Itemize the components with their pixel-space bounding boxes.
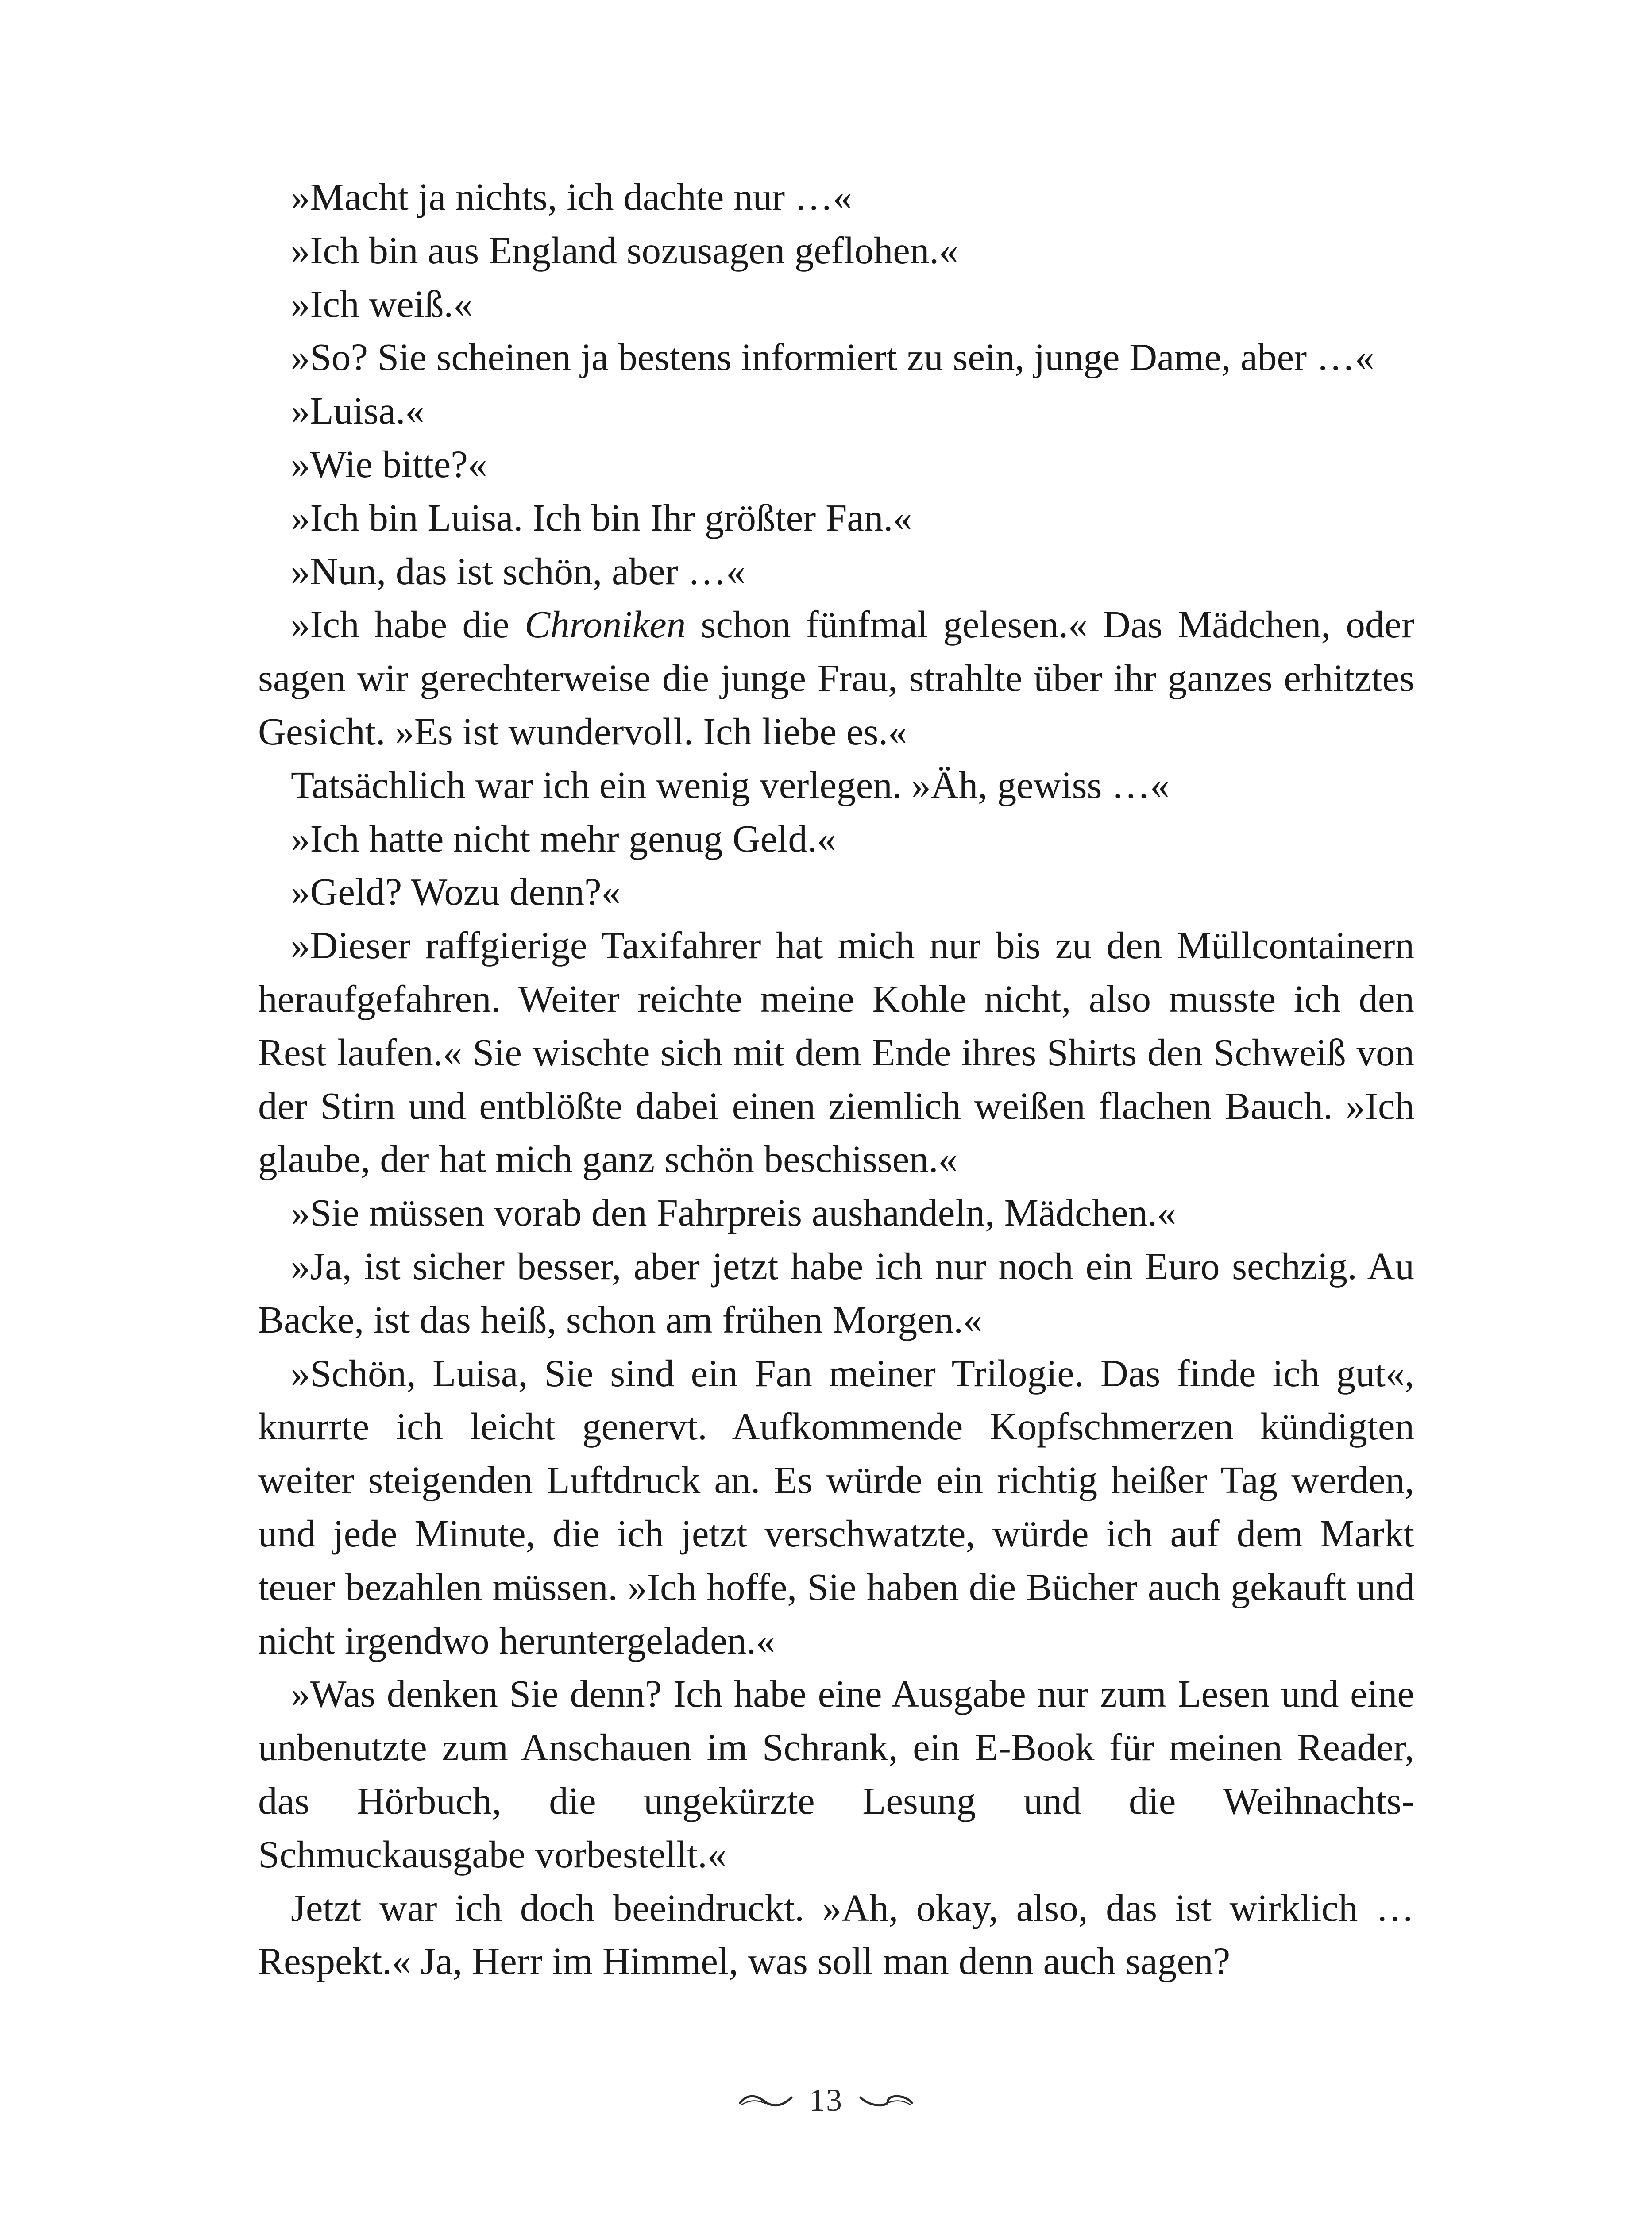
paragraph — [258, 1240, 1414, 1347]
text-run: »So? Sie scheinen ja bestens informiert zu sein, junge Dame, aber …« — [291, 335, 1374, 379]
page-number: 13 — [809, 2082, 843, 2118]
text-run: Tatsächlich war ich ein wenig verlegen. »Äh, gewiss …« — [291, 763, 1170, 806]
paragraph — [258, 759, 1414, 812]
paragraph — [258, 545, 1414, 598]
text-run: »Wie bitte?« — [291, 442, 487, 486]
text-run: »Ich habe die — [291, 603, 525, 646]
paragraph — [258, 491, 1414, 545]
paragraph — [258, 1186, 1414, 1240]
paragraph — [258, 170, 1414, 224]
text-run: »Was denken Sie denn? Ich habe eine Ausgabe nur zum Lesen und eine unbenutzte zum Anschauen im Schrank, ein E-Book für meinen Reader, das Hörbuch, die ungekürzte Lesung und die Weihnachts-Schmuckausgabe vorbestellt.« — [258, 1672, 1414, 1876]
text-run: »Macht ja nichts, ich dachte nur …« — [291, 175, 853, 218]
paragraph — [258, 384, 1414, 438]
tilde-swash-icon — [858, 2091, 915, 2109]
paragraph — [258, 1667, 1414, 1881]
paragraph — [258, 812, 1414, 866]
text-run: »Ich bin Luisa. Ich bin Ihr größter Fan.« — [291, 496, 912, 539]
text-run: Jetzt war ich doch beeindruckt. »Ah, okay, also, das ist wirklich … Respekt.« Ja, Herr im Himmel, was soll man denn auch sagen? — [258, 1886, 1414, 1983]
italic-title: Chroniken — [525, 603, 686, 646]
paragraph — [258, 331, 1414, 384]
paragraph — [258, 278, 1414, 331]
text-run: »Ja, ist sicher besser, aber jetzt habe ich nur noch ein Euro sechzig. Au Backe, ist das heiß, schon am frühen Morgen.« — [258, 1244, 1414, 1341]
text-run: »Sie müssen vorab den Fahrpreis aushandeln, Mädchen.« — [291, 1191, 1177, 1234]
text-run: »Ich bin aus England sozusagen geflohen.« — [291, 228, 958, 272]
paragraph — [258, 865, 1414, 919]
text-run: »Nun, das ist schön, aber …« — [291, 549, 745, 593]
text-run: »Ich hatte nicht mehr genug Geld.« — [291, 817, 837, 860]
paragraph — [258, 224, 1414, 278]
text-run: »Geld? Wozu denn?« — [291, 870, 621, 914]
text-run: »Schön, Luisa, Sie sind ein Fan meiner Trilogie. Das finde ich gut«, knurrte ich leicht genervt. Aufkommende Kopfschmerzen kündigten weiter steigenden Luftdruck an. Es würde ein richtig heißer Tag werden, und jede Minute, die ich jetzt verschwatzte, würde ich auf dem Markt teuer bezahlen müssen. »Ich hoffe, Sie haben die Bücher auch gekauft und nicht irgendwo heruntergeladen.« — [258, 1351, 1414, 1662]
paragraph — [258, 438, 1414, 491]
body-text — [258, 170, 1414, 1988]
tilde-swash-icon — [737, 2091, 794, 2109]
page-footer — [0, 2074, 1652, 2127]
text-run: »Luisa.« — [291, 389, 425, 432]
text-run: »Dieser raffgierige Taxifahrer hat mich nur bis zu den Müllcontainern heraufgefahren. Weiter reichte meine Kohle nicht, also musste ich den Rest laufen.« Sie wischte sich mit dem Ende ihres Shirts den Schweiß von der Stirn und entblößte dabei einen ziemlich weißen flachen Bauch. »Ich glaube, der hat mich ganz schön beschissen.« — [258, 924, 1414, 1181]
text-run: »Ich weiß.« — [291, 282, 473, 325]
text-run: schon fünfmal gelesen.« Das Mädchen, oder sagen wir gerechterweise die junge Frau, strahlte über ihr ganzes erhitztes Gesicht. »Es ist wundervoll. Ich liebe es.« — [258, 603, 1414, 753]
paragraph — [258, 1881, 1414, 1989]
paragraph — [258, 919, 1414, 1186]
paragraph — [258, 1347, 1414, 1668]
paragraph — [258, 598, 1414, 758]
